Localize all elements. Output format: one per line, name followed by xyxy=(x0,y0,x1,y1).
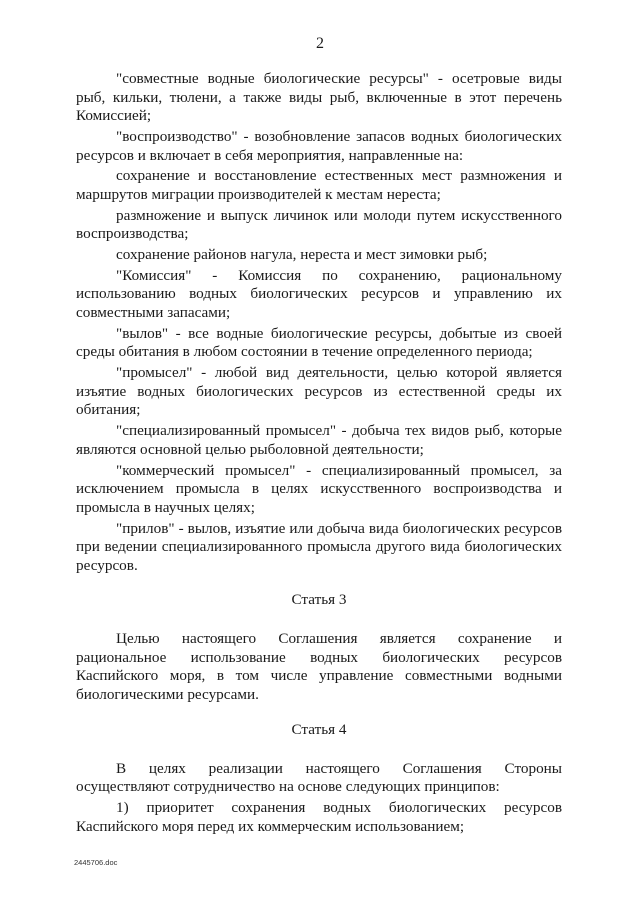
definition-bycatch: "прилов" - вылов, изъятие или добыча вида биологических ресурсов при ведении специализированного промысла другого вида биологических ресурсов. xyxy=(76,519,562,574)
document-body xyxy=(76,70,562,839)
article-4-heading: Статья 4 xyxy=(291,721,347,739)
definition-specialized-fishery: "специализированный промысел" - добыча тех видов рыб, которые являются основной целью рыболовной деятельности; xyxy=(76,422,562,458)
definition-reproduction-item-3: сохранение районов нагула, нереста и мест зимовки рыб; xyxy=(116,246,488,264)
definition-commission: "Комиссия" - Комиссия по сохранению, рациональному использованию водных биологических ресурсов и управлению их совместными запасами; xyxy=(76,266,562,322)
page-number: 2 xyxy=(316,35,324,52)
definition-commercial-fishery: "коммерческий промысел" - специализированный промысел, за исключением промысла в целях искусственного воспроизводства и промысла в научных целях; xyxy=(76,461,562,516)
definition-reproduction-item-1: сохранение и восстановление естественных мест размножения и маршрутов миграции производителей к местам нереста; xyxy=(76,167,562,203)
article-3-heading: Статья 3 xyxy=(291,591,347,609)
definition-reproduction-item-2: размножение и выпуск личинок или молоди путем искусственного воспроизводства; xyxy=(76,206,562,243)
article-4-intro: В целях реализации настоящего Соглашения Стороны осуществляют сотрудничество на основе следующих принципов: xyxy=(76,759,562,796)
definition-reproduction: "воспроизводство" - возобновление запасов водных биологических ресурсов и включает в себя мероприятия, направленные на: xyxy=(76,127,562,164)
article-3-text: Целью настоящего Соглашения является сохранение и рациональное использование водных биологических ресурсов Каспийского моря, в том числе управление совместными водными биологическими ресурсами. xyxy=(76,629,562,703)
definition-fishery: "промысел" - любой вид деятельности, целью которой является изъятие водных биологических ресурсов из естественной среды их обитания; xyxy=(76,364,562,419)
article-4-principle-1: 1) приоритет сохранения водных биологических ресурсов Каспийского моря перед их коммерческим использованием; xyxy=(76,799,562,835)
definition-joint-resources: "совместные водные биологические ресурсы" - осетровые виды рыб, кильки, тюлени, а также виды рыб, включенные в этот перечень Комиссией; xyxy=(76,70,562,125)
footer-filename: 2445706.doc xyxy=(74,858,118,867)
definition-catch: "вылов" - все водные биологические ресурсы, добытые из своей среды обитания в любом состоянии в течение определенного периода; xyxy=(76,324,562,361)
